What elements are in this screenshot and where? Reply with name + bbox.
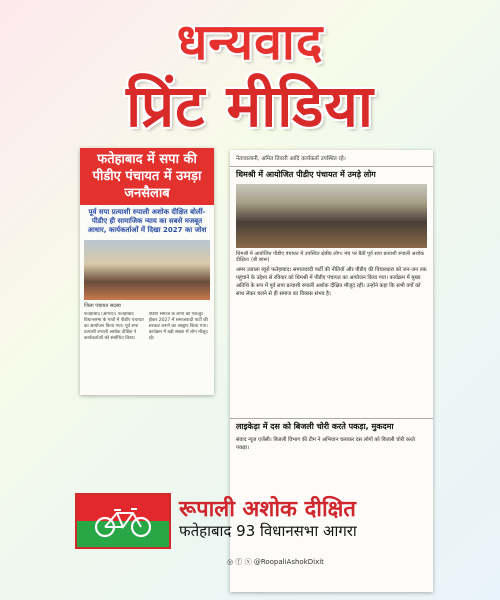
facebook-icon: ⓕ bbox=[235, 558, 243, 566]
x-icon: ⓧ bbox=[244, 558, 252, 566]
clipping-right-photo bbox=[236, 184, 427, 248]
clipping-right-headline: धिमश्री में आयोजित पीडीए पंचायत में उमड़े लोग bbox=[230, 166, 433, 182]
clipping-left-col2: पीडीए समाज के लोगों को एकजुट होकर 2027 में समाजवादी पार्टी की सरकार बनाने का आह्वान किया गया। कार्यक्रम में बड़ी संख्या में लोग मौजूद रहे। bbox=[148, 312, 208, 341]
clipping-right-caption: धिमश्री में आयोजित पीडीए पंचायत में उपस्थित क्षेत्रीय लोग। मंच पर बैठीं पूर्व सपा प्रत्याशी रुपाली अशोक दीक्षित। (बी स्वरू) bbox=[236, 251, 424, 263]
clipping-left-caption: जिला पंचायत सदस्य bbox=[84, 303, 121, 309]
instagram-icon: ◎ bbox=[227, 558, 234, 566]
party-flag-logo bbox=[75, 493, 171, 549]
background-newspaper-left bbox=[0, 150, 80, 410]
candidate-name: रूपाली अशोक दीक्षित bbox=[179, 497, 356, 522]
clipping-right-top-text: नेतावालानी, अमित तिवारी आदि कार्यकर्ता उपस्थित रहे। bbox=[236, 156, 346, 162]
title-thank-you: धन्यवाद bbox=[176, 13, 324, 71]
clipping-left-photo bbox=[84, 240, 210, 300]
clipping-right-body: अमर उजाला ब्यूरो फतेहाबाद। समाजवादी पार्टी की नीतियों और पीडीए की विचारधारा को जन-जन तक पहुंचाने के उद्देश्य से रविवार को धिमश्री में पीडीए पंचायत का आयोजन किया गया। कार्यक्रम में मुख्य अतिथि के रूप में पूर्व सपा प्रत्याशी रुपाली अशोक दीक्षित मौजूद रहीं। उन्होंने कहा कि सभी वर्गों को साथ लेकर चलने से ही समाज का विकास संभव है। bbox=[236, 267, 427, 297]
constituency-label: फतेहाबाद 93 विधानसभा आगरा bbox=[179, 522, 357, 540]
social-handle-text: @RoopaliAshokDixit bbox=[253, 558, 324, 566]
bicycle-icon bbox=[93, 505, 153, 539]
social-handle[interactable] bbox=[227, 557, 324, 567]
clipping-left-headline: फतेहाबाद में सपा की पीडीए पंचायत में उमड़ा जनसैलाब bbox=[80, 148, 214, 205]
clipping-right-body-2: संवाद न्यूज एजेंसी। बिजली विभाग की टीम ने अभियान चलाकर दस लोगों को बिजली चोरी करते पकड़ा। bbox=[236, 437, 415, 451]
clipping-left-subhead: पूर्व सपा प्रत्याशी रुपाली अशोक दीक्षित बोलीं- पीडीए ही सामाजिक न्याय का सबसे मजबूत आधार, कार्यकर्ताओं में दिखा 2027 का जोश bbox=[87, 208, 207, 234]
title-print-media: प्रिंट मीडिया bbox=[126, 72, 374, 140]
clipping-left-body bbox=[80, 310, 214, 395]
clipping-right-headline-2: लाइकेड़ा में दस को बिजली चोरी करते पकड़ा, मुकदमा bbox=[230, 418, 433, 434]
footer-branding bbox=[75, 485, 435, 575]
clipping-left-col1: फतेहाबाद (आगरा)। फतेहाबाद विधानसभा के गांवों में पीडीए पंचायत का आयोजन किया गया। पूर्व सपा प्रत्याशी रुपाली अशोक दीक्षित ने कार्यकर्ताओं को संबोधित किया। bbox=[84, 312, 144, 341]
newspaper-clipping-left bbox=[80, 148, 214, 395]
